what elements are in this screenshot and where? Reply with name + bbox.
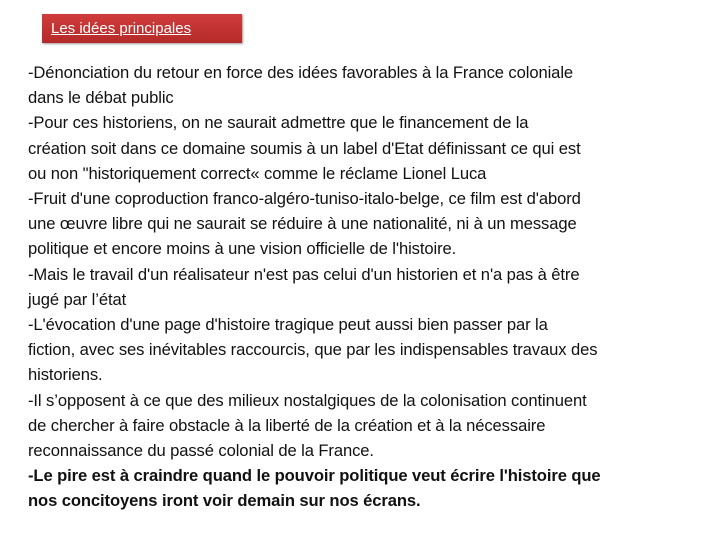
bullet-paragraph	[28, 110, 720, 186]
slide-body	[28, 60, 720, 514]
text-line: -Dénonciation du retour en force des idées favorables à la France coloniale	[28, 63, 574, 82]
text-line: -Pour ces historiens, on ne saurait admettre que le financement de la	[28, 113, 529, 133]
text-line: dans le débat public	[28, 88, 174, 108]
text-line: historiens.	[28, 365, 103, 385]
bullet-paragraph	[28, 463, 720, 513]
text-line: ou non "historiquement correct« comme le réclame Lionel Luca	[28, 163, 487, 183]
text-line: politique et encore moins à une vision officielle de l'histoire.	[28, 239, 457, 259]
bullet-paragraph	[28, 388, 720, 464]
text-line: de chercher à faire obstacle à la liberté de la création et à la nécessaire	[28, 415, 546, 435]
bullet-paragraph	[28, 60, 720, 110]
text-line: une œuvre libre qui ne saurait se réduire à une nationalité, ni à un message	[28, 214, 577, 234]
text-line: création soit dans ce domaine soumis à un label d'Etat définissant ce qui est	[28, 138, 581, 158]
text-line: jugé par l’état	[28, 289, 127, 309]
text-line: -Le pire est à craindre quand le pouvoir politique veut écrire l'histoire que	[28, 466, 601, 486]
bullet-paragraph	[28, 312, 720, 388]
title-banner	[42, 14, 242, 43]
text-line: nos concitoyens iront voir demain sur nos écrans.	[28, 491, 421, 511]
text-line: -Fruit d'une coproduction franco-algéro-tuniso-italo-belge, ce film est d'abord	[28, 189, 581, 209]
text-line: fiction, avec ses inévitables raccourcis, que par les indispensables travaux des	[28, 340, 598, 360]
slide-title: Les idées principales	[51, 20, 192, 37]
text-line: reconnaissance du passé colonial de la France.	[28, 441, 374, 461]
text-line: -L'évocation d'une page d'histoire tragique peut aussi bien passer par la	[28, 315, 548, 335]
bullet-paragraph	[28, 186, 720, 262]
bullet-paragraph	[28, 262, 720, 312]
text-line: -Il s’opposent à ce que des milieux nostalgiques de la colonisation continuent	[28, 390, 587, 410]
text-line: -Mais le travail d'un réalisateur n'est pas celui d'un historien et n'a pas à être	[28, 264, 580, 284]
